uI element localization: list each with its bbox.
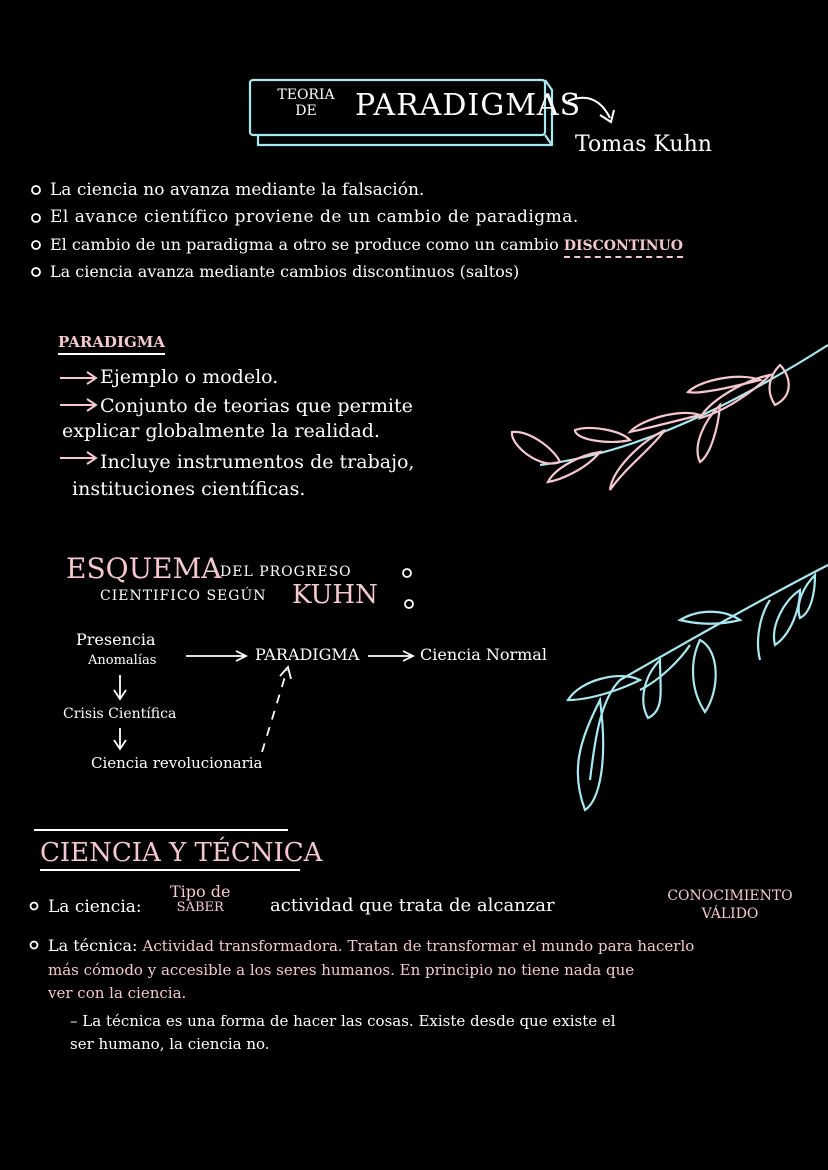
intro-bullet-3 (50, 235, 683, 254)
title-prefix (266, 87, 346, 119)
ciencia-label: La ciencia: (48, 897, 142, 917)
author-name: Tomas Kuhn (575, 132, 712, 157)
node-crisis: Crisis Científica (63, 706, 177, 722)
intro-bullet-1: La ciencia no avanza mediante la falsación. (50, 180, 425, 200)
ciencia-tecnica-heading: CIENCIA Y TÉCNICA (40, 838, 323, 868)
ciencia-tipo: Tipo de (170, 882, 231, 901)
valido-word: VÁLIDO (701, 906, 759, 922)
esquema-subheading-1: DEL PROGRESO (220, 564, 352, 580)
tecnica-line-1 (48, 936, 694, 955)
node-presencia: Presencia (76, 630, 156, 649)
pink-branch-drawing (512, 345, 828, 490)
paradigma-item-3: Incluye instrumentos de trabajo, (100, 451, 415, 473)
title-prefix-line2: DE (295, 103, 317, 119)
note-line-1: – La técnica es una forma de hacer las cosas. Existe desde que existe el (70, 1012, 616, 1030)
node-ciencia-normal: Ciencia Normal (420, 645, 547, 664)
conocimiento-word: CONOCIMIENTO (667, 888, 793, 904)
paradigma-heading: PARADIGMA (58, 333, 165, 355)
ciencia-text: actividad que trata de alcanzar (270, 895, 555, 916)
intro-bullet-4: La ciencia avanza mediante cambios discontinuos (saltos) (50, 262, 520, 281)
esquema-subheading-2: CIENTIFICO SEGÚN (100, 588, 267, 604)
node-paradigma: PARADIGMA (255, 645, 360, 664)
esquema-kuhn: KUHN (292, 580, 378, 610)
intro-bullet-2: El avance científico proviene de un cambio de paradigma. (50, 207, 579, 227)
intro-bullet-3-text: El cambio de un paradigma a otro se produce como un cambio (50, 235, 559, 254)
tecnica-line-2: más cómodo y accesible a los seres humanos. En principio no tiene nada que (48, 961, 635, 979)
discontinuo-highlight: DISCONTINUO (564, 238, 683, 258)
bullet-circles (32, 186, 40, 276)
ciencia-saber: SABER (176, 900, 224, 915)
node-revolucionaria: Ciencia revolucionaria (91, 754, 263, 772)
paradigma-item-1: Ejemplo o modelo. (100, 366, 279, 388)
ciencia-conocimiento (650, 887, 810, 923)
tecnica-label: La técnica: (48, 936, 138, 955)
tecnica-line-3: ver con la ciencia. (48, 984, 187, 1002)
paradigma-item-3-cont: instituciones científicas. (72, 478, 306, 500)
page-title: PARADIGMAS (355, 88, 582, 123)
note-line-2: ser humano, la ciencia no. (70, 1035, 270, 1053)
list-arrows (60, 372, 96, 464)
title-prefix-line1: TEORIA (277, 87, 335, 103)
node-anomalias: Anomalías (88, 653, 157, 668)
blue-branch-drawing (568, 565, 828, 810)
paradigma-item-2-cont: explicar globalmente la realidad. (62, 420, 380, 442)
esquema-heading: ESQUEMA (66, 552, 222, 585)
tecnica-text-1: Actividad transformadora. Tratan de transformar el mundo para hacerlo (142, 937, 695, 955)
paradigma-item-2: Conjunto de teorias que permite (100, 395, 413, 417)
ciencia-tipo-saber (170, 884, 230, 916)
diagram-arrows (114, 651, 413, 752)
